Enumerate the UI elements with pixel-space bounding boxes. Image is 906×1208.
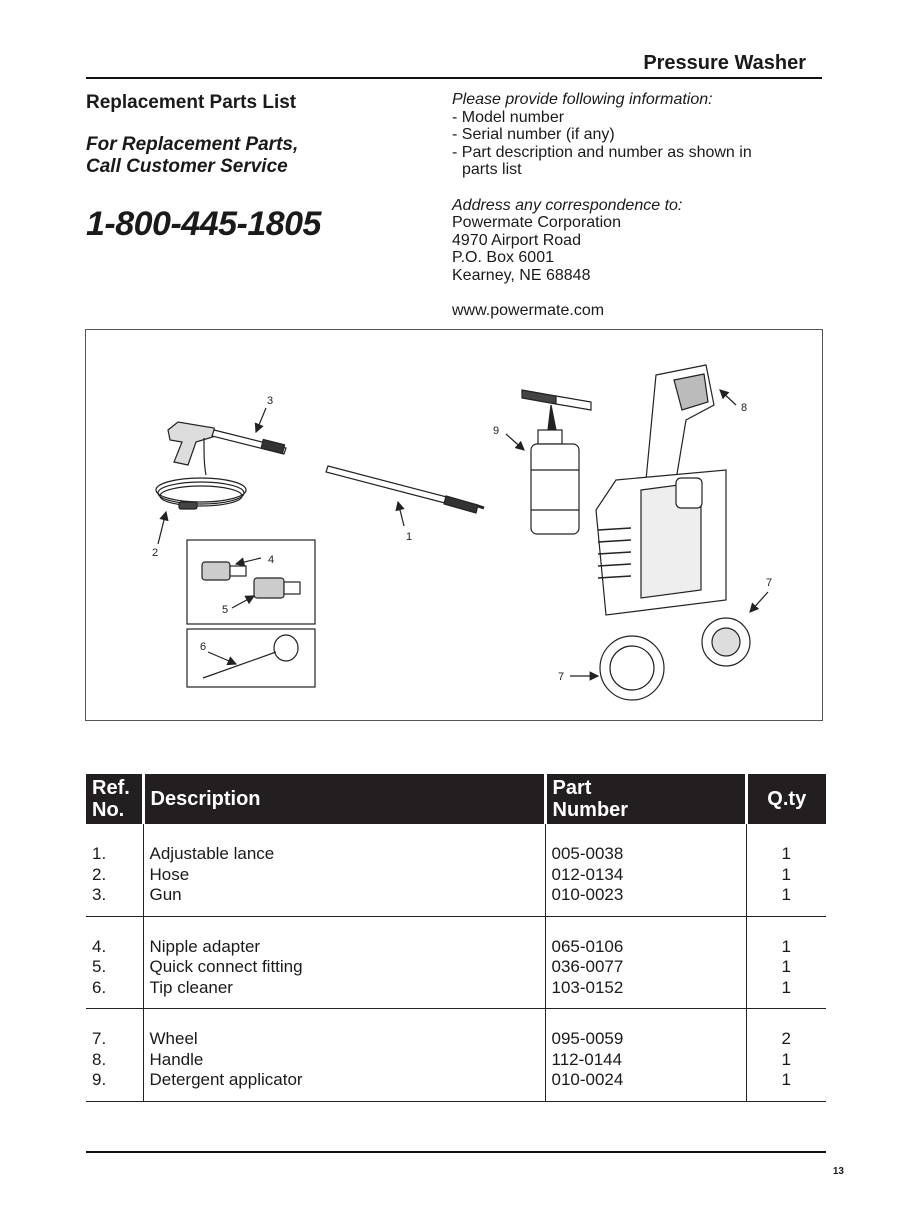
tip-cleaner-inset <box>187 629 315 687</box>
table-cell-part: 065-0106 <box>551 936 624 956</box>
table-cell-qty: 1 <box>781 957 791 976</box>
page-header-title: Pressure Washer <box>643 52 806 74</box>
column-header-description: Description <box>143 774 545 824</box>
table-cell-part: 005-0038 <box>551 844 624 863</box>
ref-cell <box>86 916 143 1009</box>
part-number-cell <box>545 916 746 1009</box>
table-cell-ref: 5. <box>92 957 107 976</box>
fittings-drawing <box>202 562 300 598</box>
table-cell-ref: 7. <box>92 1029 107 1048</box>
table-cell-description: Tip cleaner <box>149 977 233 997</box>
table-cell-description: Gun <box>149 885 182 904</box>
ref-cell <box>86 824 143 916</box>
table-cell-qty: 1 <box>781 1070 791 1089</box>
subtitle-line-2: Call Customer Service <box>86 156 288 177</box>
qty-cell <box>746 916 826 1009</box>
table-cell-qty: 1 <box>781 1049 791 1069</box>
table-cell-part: 010-0024 <box>551 1070 624 1089</box>
qty-cell <box>746 824 826 916</box>
part-number-cell <box>545 1009 746 1102</box>
table-cell-ref: 4. <box>92 936 107 956</box>
callout-label: 6 <box>200 641 207 653</box>
description-cell <box>143 824 545 916</box>
address-line: P.O. Box 6001 <box>452 249 554 266</box>
table-cell-qty: 1 <box>781 885 791 904</box>
hose-drawing <box>156 478 246 509</box>
description-cell <box>143 916 545 1009</box>
detergent-applicator-drawing <box>522 390 591 534</box>
customer-service-subtitle <box>86 134 298 178</box>
callout-label: 4 <box>268 554 275 566</box>
footer-rule <box>86 1151 826 1153</box>
callout-label: 2 <box>152 547 159 559</box>
table-cell-ref: 3. <box>92 885 107 904</box>
table-cell-part: 010-0023 <box>551 885 624 904</box>
callout-label: 8 <box>741 402 748 414</box>
parts-diagram-svg <box>86 330 824 722</box>
table-row-group <box>86 1009 826 1102</box>
table-cell-part: 112-0144 <box>551 1049 623 1069</box>
column-header-part-number: Part Number <box>545 774 746 824</box>
callout-label: 7 <box>766 577 773 589</box>
callout-label: 9 <box>493 425 500 437</box>
info-block <box>452 91 752 320</box>
header-rule <box>86 77 822 79</box>
table-cell-description: Quick connect fitting <box>149 957 303 976</box>
table-cell-part: 012-0134 <box>551 864 624 884</box>
parts-table <box>86 774 826 1102</box>
table-cell-description: Wheel <box>149 1029 198 1048</box>
spray-gun-drawing <box>168 422 286 475</box>
address-line: Powermate Corporation <box>452 214 621 231</box>
table-cell-ref: 6. <box>92 977 107 997</box>
callout-label: 7 <box>558 671 565 683</box>
table-cell-qty: 1 <box>781 844 791 863</box>
subtitle-line-1: For Replacement Parts, <box>86 134 299 155</box>
table-cell-ref: 9. <box>92 1070 107 1089</box>
ref-cell <box>86 1009 143 1102</box>
table-cell-description: Nipple adapter <box>149 936 261 956</box>
table-cell-part: 103-0152 <box>551 977 624 997</box>
table-cell-qty: 2 <box>781 1029 791 1048</box>
table-cell-part: 036-0077 <box>551 957 624 976</box>
description-cell <box>143 1009 545 1102</box>
table-cell-qty: 1 <box>781 864 791 884</box>
table-header-row <box>86 774 826 824</box>
address-line: Kearney, NE 68848 <box>452 266 591 284</box>
address-prompt: Address any correspondence to: <box>452 196 683 214</box>
qty-cell <box>746 1009 826 1102</box>
table-cell-ref: 8. <box>92 1049 107 1069</box>
column-header-qty: Q.ty <box>746 774 826 824</box>
table-cell-description: Detergent applicator <box>149 1070 303 1089</box>
table-cell-part: 095-0059 <box>551 1029 624 1048</box>
column-header-ref: Ref. No. <box>86 774 143 824</box>
table-cell-description: Handle <box>149 1049 204 1069</box>
table-row-group <box>86 916 826 1009</box>
pressure-washer-drawing <box>596 365 750 700</box>
callout-label: 5 <box>222 604 229 616</box>
info-item: - Model number <box>452 108 565 126</box>
address-line: 4970 Airport Road <box>452 231 581 249</box>
table-cell-description: Hose <box>149 864 190 884</box>
phone-number: 1-800-445-1805 <box>86 205 321 243</box>
table-cell-ref: 1. <box>92 844 107 863</box>
table-cell-description: Adjustable lance <box>149 844 275 863</box>
callout-label: 1 <box>406 531 413 543</box>
table-cell-qty: 1 <box>781 977 791 997</box>
part-number-cell <box>545 824 746 916</box>
info-item: - Part description and number as shown in <box>452 143 752 161</box>
info-prompt: Please provide following information: <box>452 91 713 108</box>
page-number: 13 <box>832 1166 844 1177</box>
table-row-group <box>86 824 826 916</box>
table-cell-qty: 1 <box>781 936 791 956</box>
website-link[interactable]: www.powermate.com <box>452 302 605 319</box>
info-item: - Serial number (if any) <box>452 126 615 143</box>
table-cell-ref: 2. <box>92 864 107 884</box>
info-item: parts list <box>462 161 522 178</box>
lance-drawing <box>326 466 484 513</box>
parts-diagram <box>85 329 823 721</box>
callout-label: 3 <box>267 395 274 407</box>
section-title: Replacement Parts List <box>86 92 297 113</box>
